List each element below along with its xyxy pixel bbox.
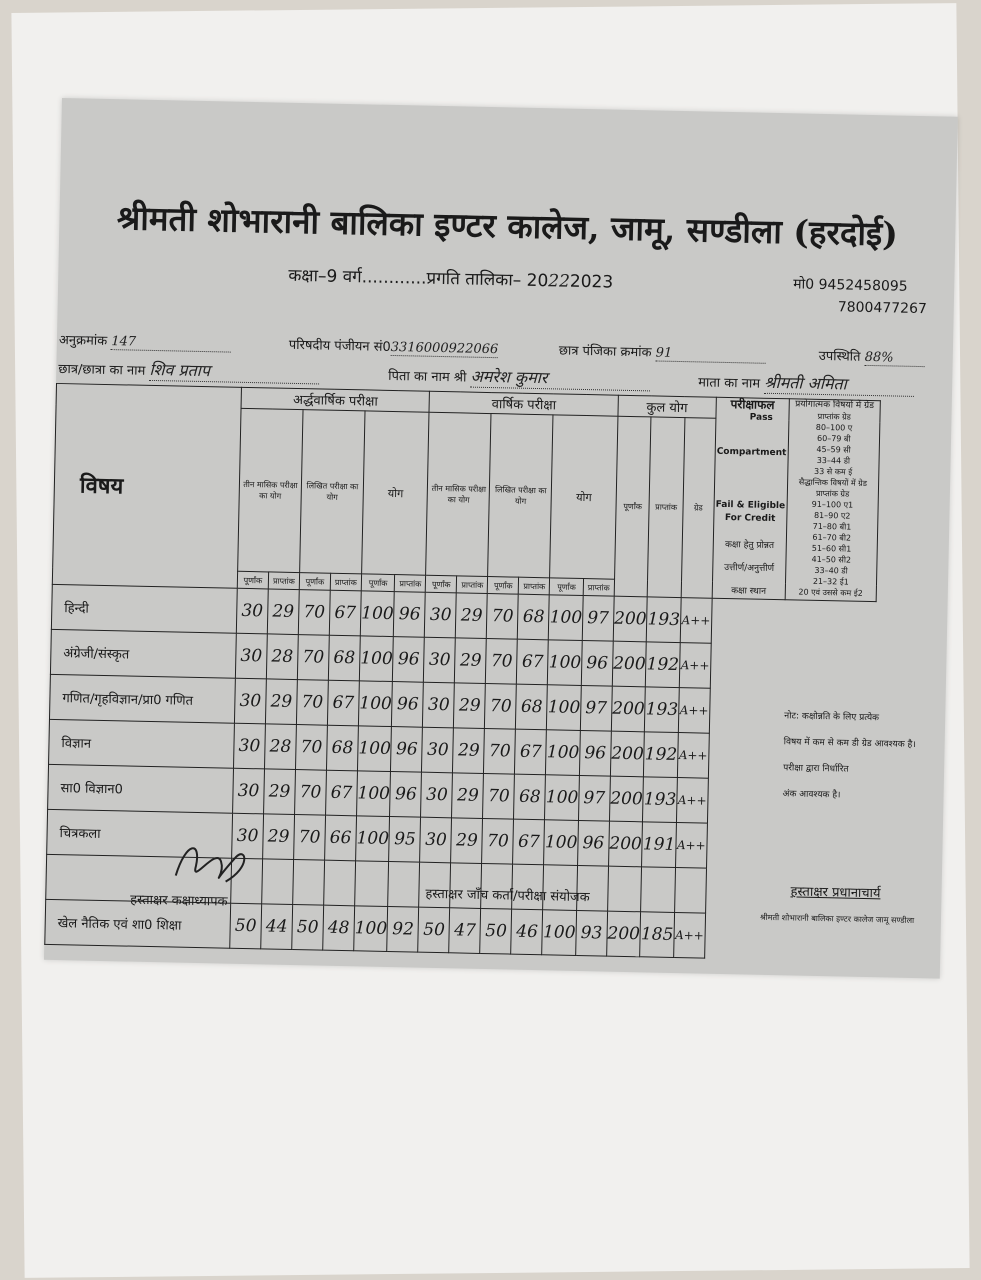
mark-cell: 100 — [359, 636, 393, 682]
result-header: परीक्षाफल — [730, 397, 775, 412]
mark-cell: 28 — [266, 634, 298, 680]
mark-cell: A++ — [678, 688, 710, 734]
phone-1: मो0 9452458095 — [793, 276, 908, 295]
grade-scale-item: 20 एवं उससे कम ई2 — [798, 587, 863, 598]
mark-cell: 96 — [394, 592, 426, 638]
mark-cell: 100 — [356, 816, 390, 862]
mark-cell — [388, 862, 420, 908]
class-teacher-signature — [165, 835, 256, 897]
roll-value: 147 — [111, 334, 231, 353]
subject-name: अंग्रेजी/संस्कृत — [50, 629, 236, 678]
mark-cell: A++ — [680, 598, 712, 644]
grade-scale-item: 33 से कम ई — [814, 466, 853, 477]
attendance-label: उपस्थिति — [818, 348, 861, 365]
y-monthly-header: तीन मासिक परीक्षा का योग — [426, 412, 491, 576]
student-info-row-1 — [58, 330, 939, 366]
father-label: पिता का नाम श्री — [388, 368, 467, 386]
mark-cell: 30 — [234, 723, 266, 769]
half-yearly-header: अर्द्धवार्षिक परीक्षा — [241, 387, 430, 412]
mark-cell: 95 — [389, 817, 421, 863]
mark-cell: 30 — [232, 813, 264, 859]
y-total-header: योग — [550, 415, 618, 579]
mother-name: श्रीमती अमिता — [764, 371, 914, 397]
note-line: विषय में कम से कम डी ग्रेड आवश्यक है। — [783, 737, 916, 751]
mark-cell: 29 — [452, 773, 484, 819]
mark-cell: 200 — [607, 911, 641, 957]
mark-cell: 70 — [485, 684, 517, 730]
hy-written-header: लिखित परीक्षा का योग — [300, 410, 365, 574]
result-pass: Pass — [749, 412, 773, 423]
reg-label: परिषदीय पंजीयन सं0 — [288, 337, 391, 355]
grade-header: प्रयोगात्मक विषयों में ग्रेड — [795, 399, 875, 412]
mark-cell: 48 — [323, 905, 355, 951]
mark-cell: 30 — [234, 678, 266, 724]
grade-scale-item: सैद्धान्तिक विषयों में ग्रेड — [798, 477, 868, 488]
mark-cell: 30 — [233, 768, 265, 814]
mark-cell: 200 — [608, 821, 642, 867]
mark-cell: 70 — [483, 773, 515, 819]
mark-cell: 100 — [547, 685, 581, 731]
mark-cell — [355, 861, 389, 907]
mark-cell: 70 — [297, 635, 329, 681]
grade-scale-item: 81–90 ए2 — [813, 510, 851, 521]
grade-scale-item: प्राप्तांक ग्रेड — [815, 488, 850, 499]
subject-name: गणित/गृहविज्ञान/प्रा0 गणित — [49, 674, 235, 723]
class-line: कक्षा–9 वर्ग............प्रगति तालिका– 20222023 — [288, 265, 614, 293]
mark-cell: 100 — [546, 730, 580, 776]
progress-report-document — [44, 98, 958, 979]
mark-cell: 44 — [261, 904, 293, 950]
mark-cell — [293, 860, 325, 906]
student-name: शिव प्रताप — [149, 358, 319, 385]
gt-max-header: पूर्णांक — [614, 416, 651, 597]
grade-scale-item: 41–50 सी2 — [811, 554, 852, 565]
grade-scale-item: 61–70 बी2 — [812, 532, 852, 543]
yearly-header: वार्षिक परीक्षा — [429, 391, 618, 416]
mark-cell: 66 — [325, 815, 357, 861]
grade-scale-item: 33–44 डी — [816, 455, 851, 466]
grade-scale-item: 71–80 बी1 — [812, 521, 852, 532]
mark-cell: A++ — [677, 733, 709, 779]
father-name: अमरेश कुमार — [470, 365, 650, 392]
grade-scale-item: 91–100 ए1 — [811, 499, 854, 510]
mark-cell: 200 — [612, 641, 646, 687]
roll-label: अनुक्रमांक — [58, 332, 108, 349]
subject-name: चित्रकला — [47, 809, 233, 858]
mark-cell: 70 — [296, 680, 328, 726]
mark-cell: 50 — [418, 907, 450, 953]
sub-header-obtained: प्राप्तांक — [583, 579, 614, 597]
result-compartment: Compartment — [716, 446, 787, 459]
grade-scale-item: प्राप्तांक ग्रेड — [817, 411, 851, 422]
result-fail: Fail & Eligible For Credit — [715, 499, 786, 525]
subject-name: सा0 विज्ञान0 — [48, 764, 234, 813]
mark-cell: 200 — [613, 596, 647, 642]
mark-cell: 97 — [580, 686, 612, 732]
class-teacher-label: हस्ताक्षर कक्षाध्यापक — [130, 892, 228, 910]
mark-cell: 50 — [480, 908, 512, 954]
reg-value: 3316000922066 — [390, 339, 499, 358]
attendance-value: 88% — [864, 350, 924, 367]
mark-cell: A++ — [676, 778, 708, 824]
mark-cell: 67 — [326, 770, 358, 816]
mark-cell: 100 — [358, 681, 392, 727]
mark-cell: 30 — [235, 633, 267, 679]
mark-cell: 67 — [515, 729, 547, 775]
mark-cell: 96 — [393, 637, 425, 683]
sub-header-obtained: प्राप्तांक — [268, 572, 299, 590]
mark-cell: 30 — [422, 727, 454, 773]
mark-cell: 100 — [542, 910, 576, 956]
mark-cell: 191 — [642, 822, 676, 868]
mark-cell: 96 — [390, 772, 422, 818]
grade-scale-list — [786, 410, 880, 599]
grade-scale-item: 80–100 ए — [815, 422, 853, 433]
mark-cell: 29 — [263, 814, 295, 860]
mark-cell: 96 — [579, 730, 611, 776]
mark-cell: 30 — [421, 772, 453, 818]
sub-header-obtained: प्राप्तांक — [457, 576, 488, 594]
grade-scale-item: 21–32 ई1 — [812, 576, 849, 587]
mark-cell: 97 — [578, 775, 610, 821]
mark-cell: 100 — [548, 640, 582, 686]
mark-cell: 46 — [511, 909, 543, 955]
mark-cell: 29 — [456, 593, 488, 639]
mark-cell: 30 — [424, 637, 456, 683]
mark-cell: 29 — [264, 769, 296, 815]
grade-scale-column — [785, 399, 880, 602]
mark-cell: 30 — [420, 817, 452, 863]
mark-cell: 192 — [646, 642, 680, 688]
mark-cell: 193 — [645, 687, 679, 733]
mark-cell — [262, 859, 294, 905]
mark-cell: 68 — [328, 635, 360, 681]
sub-header-obtained: प्राप्तांक — [519, 577, 550, 595]
mark-cell: 47 — [449, 908, 481, 954]
mark-cell — [674, 868, 706, 914]
result-column — [712, 397, 789, 599]
mark-cell: 50 — [292, 905, 324, 951]
subject-name: विज्ञान — [49, 719, 235, 768]
principal-label: हस्ताक्षर प्रधानाचार्य — [790, 884, 881, 902]
mark-cell: 100 — [357, 771, 391, 817]
mark-cell: 70 — [482, 818, 514, 864]
mark-cell: 93 — [576, 910, 608, 956]
mark-cell: 30 — [236, 588, 268, 634]
mark-cell: 67 — [517, 639, 549, 685]
sub-header-max: पूर्णांक — [299, 573, 330, 591]
mark-cell: 70 — [486, 639, 518, 685]
mark-cell: 100 — [544, 820, 578, 866]
school-name: श्रीमती शोभारानी बालिका इण्टर कालेज, जामू, सण्डीला (हरदोई) — [116, 198, 899, 254]
mark-cell: 70 — [487, 594, 519, 640]
mark-cell: 28 — [264, 724, 296, 770]
mark-cell: 193 — [643, 777, 677, 823]
sub-header-max: पूर्णांक — [488, 577, 519, 595]
result-passed: उत्तीर्ण/अनुत्तीर्ण — [724, 562, 775, 575]
subject-name: हिन्दी — [51, 584, 237, 633]
note-line: परीक्षा द्वारा निर्धारित — [783, 763, 849, 775]
mark-cell: 29 — [451, 818, 483, 864]
mark-cell: A++ — [675, 823, 707, 869]
mark-cell: 96 — [392, 682, 424, 728]
gt-grade-header: ग्रेड — [681, 418, 716, 599]
note-line: नोट: कक्षोन्नति के लिए प्रत्येक — [784, 711, 880, 724]
mother-label: माता का नाम — [698, 375, 761, 392]
mark-cell: 29 — [267, 589, 299, 635]
register-label: छात्र पंजिका क्रमांक — [558, 343, 652, 361]
examiner-label: हस्ताक्षर जाँच कर्ता/परीक्षा संयोजक — [425, 886, 590, 906]
mark-cell: 29 — [265, 679, 297, 725]
mark-cell — [641, 867, 675, 913]
mark-cell — [324, 860, 356, 906]
grand-total-header: कुल योग — [618, 395, 716, 418]
mark-cell: 192 — [644, 732, 678, 778]
mark-cell: 200 — [610, 731, 644, 777]
mark-cell: 30 — [423, 682, 455, 728]
mark-cell: 67 — [329, 590, 361, 636]
mark-cell: 193 — [647, 597, 681, 643]
gt-obtained-header: प्राप्तांक — [648, 417, 685, 598]
name-label: छात्र/छात्रा का नाम — [58, 361, 146, 379]
register-value: 91 — [656, 345, 766, 363]
grade-scale-item: 51–60 सी1 — [811, 543, 852, 554]
mark-cell: 70 — [298, 590, 330, 636]
mark-cell: 68 — [516, 684, 548, 730]
mark-cell: 100 — [360, 591, 394, 637]
y-written-header: लिखित परीक्षा का योग — [488, 414, 553, 578]
mark-cell: 70 — [484, 728, 516, 774]
mark-cell: 185 — [640, 912, 674, 958]
mark-cell: 96 — [391, 727, 423, 773]
mark-cell: 50 — [230, 903, 262, 949]
mark-cell: 96 — [577, 820, 609, 866]
grade-scale-item: 60–79 बी — [816, 433, 851, 444]
mark-cell: 68 — [518, 594, 550, 640]
mark-cell: 67 — [327, 680, 359, 726]
mark-cell: 29 — [455, 638, 487, 684]
grade-scale-item: 33–40 डी — [814, 565, 848, 576]
result-promoted: कक्षा हेतु प्रोन्नत — [724, 539, 775, 552]
mark-cell: 70 — [295, 770, 327, 816]
result-rank: कक्षा स्थान — [731, 586, 767, 597]
notes-block — [782, 703, 934, 810]
note-line: अंक आवश्यक है। — [782, 789, 841, 801]
mark-cell: 29 — [453, 728, 485, 774]
mark-cell: 29 — [454, 683, 486, 729]
mark-cell — [607, 866, 641, 912]
mark-cell: 200 — [609, 776, 643, 822]
sub-header-max: पूर्णांक — [237, 571, 268, 589]
mark-cell: 200 — [611, 686, 645, 732]
mark-cell: 96 — [581, 641, 613, 687]
mark-cell: 100 — [357, 726, 391, 772]
mark-cell: A++ — [679, 643, 711, 689]
sub-header-obtained: प्राप्तांक — [330, 573, 361, 591]
subject-header: विषय — [52, 383, 241, 588]
student-info-row-2 — [58, 356, 939, 394]
mark-cell: 30 — [425, 592, 457, 638]
sub-header-max: पूर्णांक — [361, 574, 395, 592]
grade-scale-item: 45–59 सी — [816, 444, 851, 455]
hy-monthly-header: तीन मासिक परीक्षा का योग — [238, 408, 303, 572]
year-handwritten: 22 — [548, 271, 571, 292]
mark-cell: 67 — [513, 819, 545, 865]
mark-cell: 70 — [294, 815, 326, 861]
mark-cell: A++ — [673, 913, 705, 959]
mark-cell: 100 — [545, 775, 579, 821]
principal-stamp: श्रीमती शोभारानी बालिका इण्टर कालेज जामू सण्डीला — [759, 912, 915, 926]
phone-2: 7800477267 — [837, 299, 928, 318]
mark-cell: 92 — [387, 907, 419, 953]
mark-cell: 70 — [295, 725, 327, 771]
mark-cell: 68 — [326, 725, 358, 771]
sub-header-obtained: प्राप्तांक — [395, 575, 426, 593]
mark-cell: 97 — [582, 596, 614, 642]
mark-cell: 100 — [354, 906, 388, 952]
subject-name: खेल नैतिक एवं शा0 शिक्षा — [45, 899, 231, 948]
phone-block — [793, 273, 928, 320]
mark-cell: 100 — [549, 595, 583, 641]
sub-header-max: पूर्णांक — [550, 578, 584, 596]
mark-cell: 68 — [514, 774, 546, 820]
sub-header-max: पूर्णांक — [426, 575, 457, 593]
hy-total-header: योग — [362, 411, 430, 575]
